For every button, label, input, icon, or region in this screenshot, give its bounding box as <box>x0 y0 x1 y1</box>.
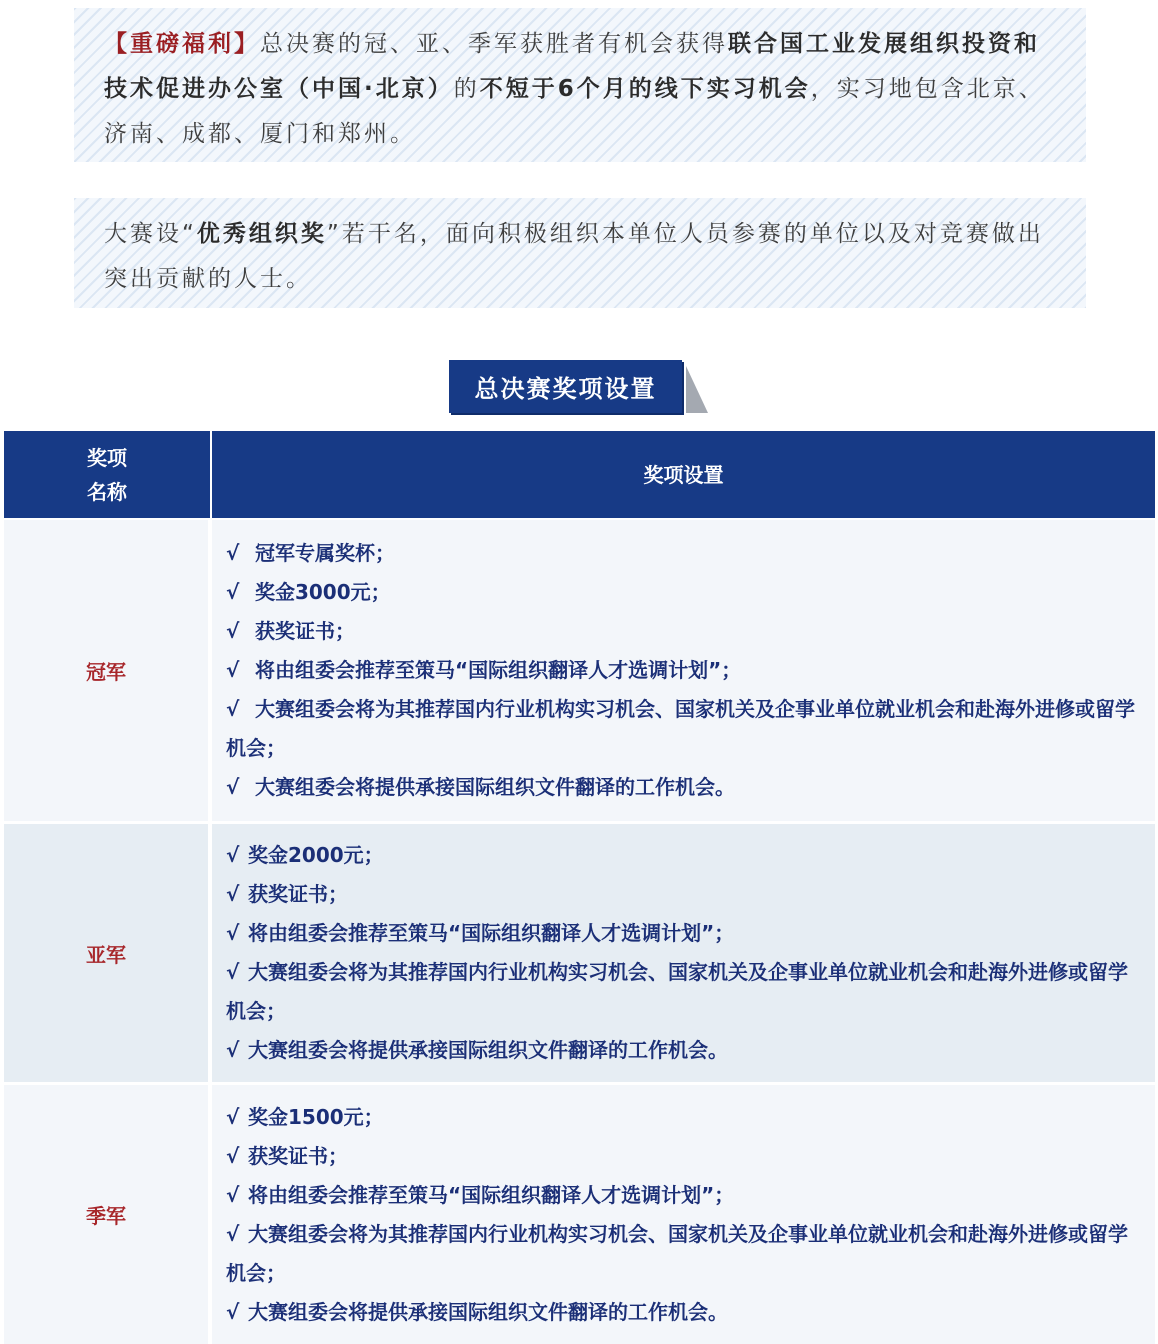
item-text: 奖金3000元； <box>254 580 391 604</box>
item-text: 奖金2000元； <box>248 843 384 867</box>
check-icon: √ <box>226 1104 240 1129</box>
check-icon: √ <box>226 960 240 984</box>
item-text: 大赛组委会将提供承接国际组织文件翻译的工作机会。 <box>254 775 735 799</box>
section-title-wrap <box>449 360 682 413</box>
check-icon: √ <box>226 1221 240 1246</box>
list-item <box>226 953 1141 1031</box>
header-award-name-line2: 名称 <box>87 479 127 504</box>
list-item <box>226 612 1141 651</box>
award-name: 亚军 <box>4 821 212 1082</box>
awards-table <box>4 431 1155 1344</box>
item-text: 获奖证书； <box>248 882 348 906</box>
award-name: 季军 <box>4 1082 212 1344</box>
list-item <box>226 1293 1141 1332</box>
org-award-text-1: 大赛设“ <box>104 221 197 247</box>
list-item <box>226 914 1141 953</box>
list-item <box>226 534 1141 573</box>
header-award-settings: 奖项设置 <box>212 431 1155 520</box>
award-items <box>212 520 1155 821</box>
bonus-paragraph <box>104 22 1058 157</box>
org-award-text-2: ”若干名，面向积极组织本单位人员参赛的单位以及对竞赛做出突出贡献的人士。 <box>104 221 1044 292</box>
bonus-text-1: 总决赛的冠、亚、季军获胜者有机会获得 <box>260 31 728 57</box>
item-text: 奖金1500元； <box>248 1104 384 1129</box>
list-item <box>226 875 1141 914</box>
table-row <box>4 821 1155 1082</box>
bonus-tag: 【重磅福利】 <box>104 31 260 57</box>
bonus-note <box>74 8 1086 162</box>
list-item <box>226 573 1141 612</box>
list-item <box>226 1098 1141 1137</box>
award-item-list <box>212 534 1155 807</box>
item-text: 将由组委会推荐至策马“国际组织翻译人才选调计划”； <box>248 1182 735 1207</box>
bonus-text-2: 的 <box>453 76 480 102</box>
title-decoration <box>686 366 708 413</box>
award-item-list <box>212 1098 1155 1332</box>
item-text: 大赛组委会将为其推荐国内行业机构实习机会、国家机关及企事业单位就业机会和赴海外进修或留学机会； <box>226 960 1128 1023</box>
list-item <box>226 836 1141 875</box>
check-icon: √ <box>226 882 240 906</box>
section-title: 总决赛奖项设置 <box>449 360 682 413</box>
org-award-bold: 优秀组织奖 <box>196 221 327 247</box>
award-items <box>212 1082 1155 1344</box>
table-row <box>4 1082 1155 1344</box>
check-icon: √ <box>226 580 240 604</box>
list-item <box>226 1176 1141 1215</box>
item-text: 冠军专属奖杯； <box>254 541 395 565</box>
table-header-row <box>4 431 1155 520</box>
item-text: 大赛组委会将为其推荐国内行业机构实习机会、国家机关及企事业单位就业机会和赴海外进修或留学机会； <box>226 1221 1128 1285</box>
list-item <box>226 690 1141 768</box>
item-text: 将由组委会推荐至策马“国际组织翻译人才选调计划”； <box>254 658 742 682</box>
check-icon: √ <box>226 541 240 565</box>
check-icon: √ <box>226 1038 240 1062</box>
bonus-bold-2: 不短于6个月的线下实习机会 <box>479 76 811 102</box>
header-award-name <box>4 431 212 520</box>
list-item <box>226 651 1141 690</box>
check-icon: √ <box>226 658 240 682</box>
award-item-list <box>212 836 1155 1070</box>
check-icon: √ <box>226 775 240 799</box>
bonus-text-3: ，实习地包含北京、济南、成都、厦门和郑州。 <box>104 76 1045 147</box>
item-text: 大赛组委会将提供承接国际组织文件翻译的工作机会。 <box>248 1299 728 1324</box>
item-text: 将由组委会推荐至策马“国际组织翻译人才选调计划”； <box>248 921 735 945</box>
list-item <box>226 1031 1141 1070</box>
award-items <box>212 821 1155 1082</box>
check-icon: √ <box>226 619 240 643</box>
list-item <box>226 1215 1141 1293</box>
check-icon: √ <box>226 921 240 945</box>
item-text: 大赛组委会将为其推荐国内行业机构实习机会、国家机关及企事业单位就业机会和赴海外进修或留学机会； <box>226 697 1135 760</box>
check-icon: √ <box>226 1299 240 1324</box>
list-item <box>226 1137 1141 1176</box>
table-row <box>4 520 1155 821</box>
item-text: 获奖证书； <box>254 619 355 643</box>
check-icon: √ <box>226 697 240 721</box>
org-award-paragraph <box>104 212 1058 302</box>
bonus-bold-1: 联合国工业发展组织投资和技术促进办公室（中国·北京） <box>104 31 1040 102</box>
item-text: 获奖证书； <box>248 1143 348 1168</box>
award-name: 冠军 <box>4 520 212 821</box>
list-item <box>226 768 1141 807</box>
org-award-note <box>74 198 1086 308</box>
check-icon: √ <box>226 843 240 867</box>
check-icon: √ <box>226 1182 240 1207</box>
header-award-name-line1: 奖项 <box>87 445 127 470</box>
check-icon: √ <box>226 1143 240 1168</box>
item-text: 大赛组委会将提供承接国际组织文件翻译的工作机会。 <box>248 1038 728 1062</box>
